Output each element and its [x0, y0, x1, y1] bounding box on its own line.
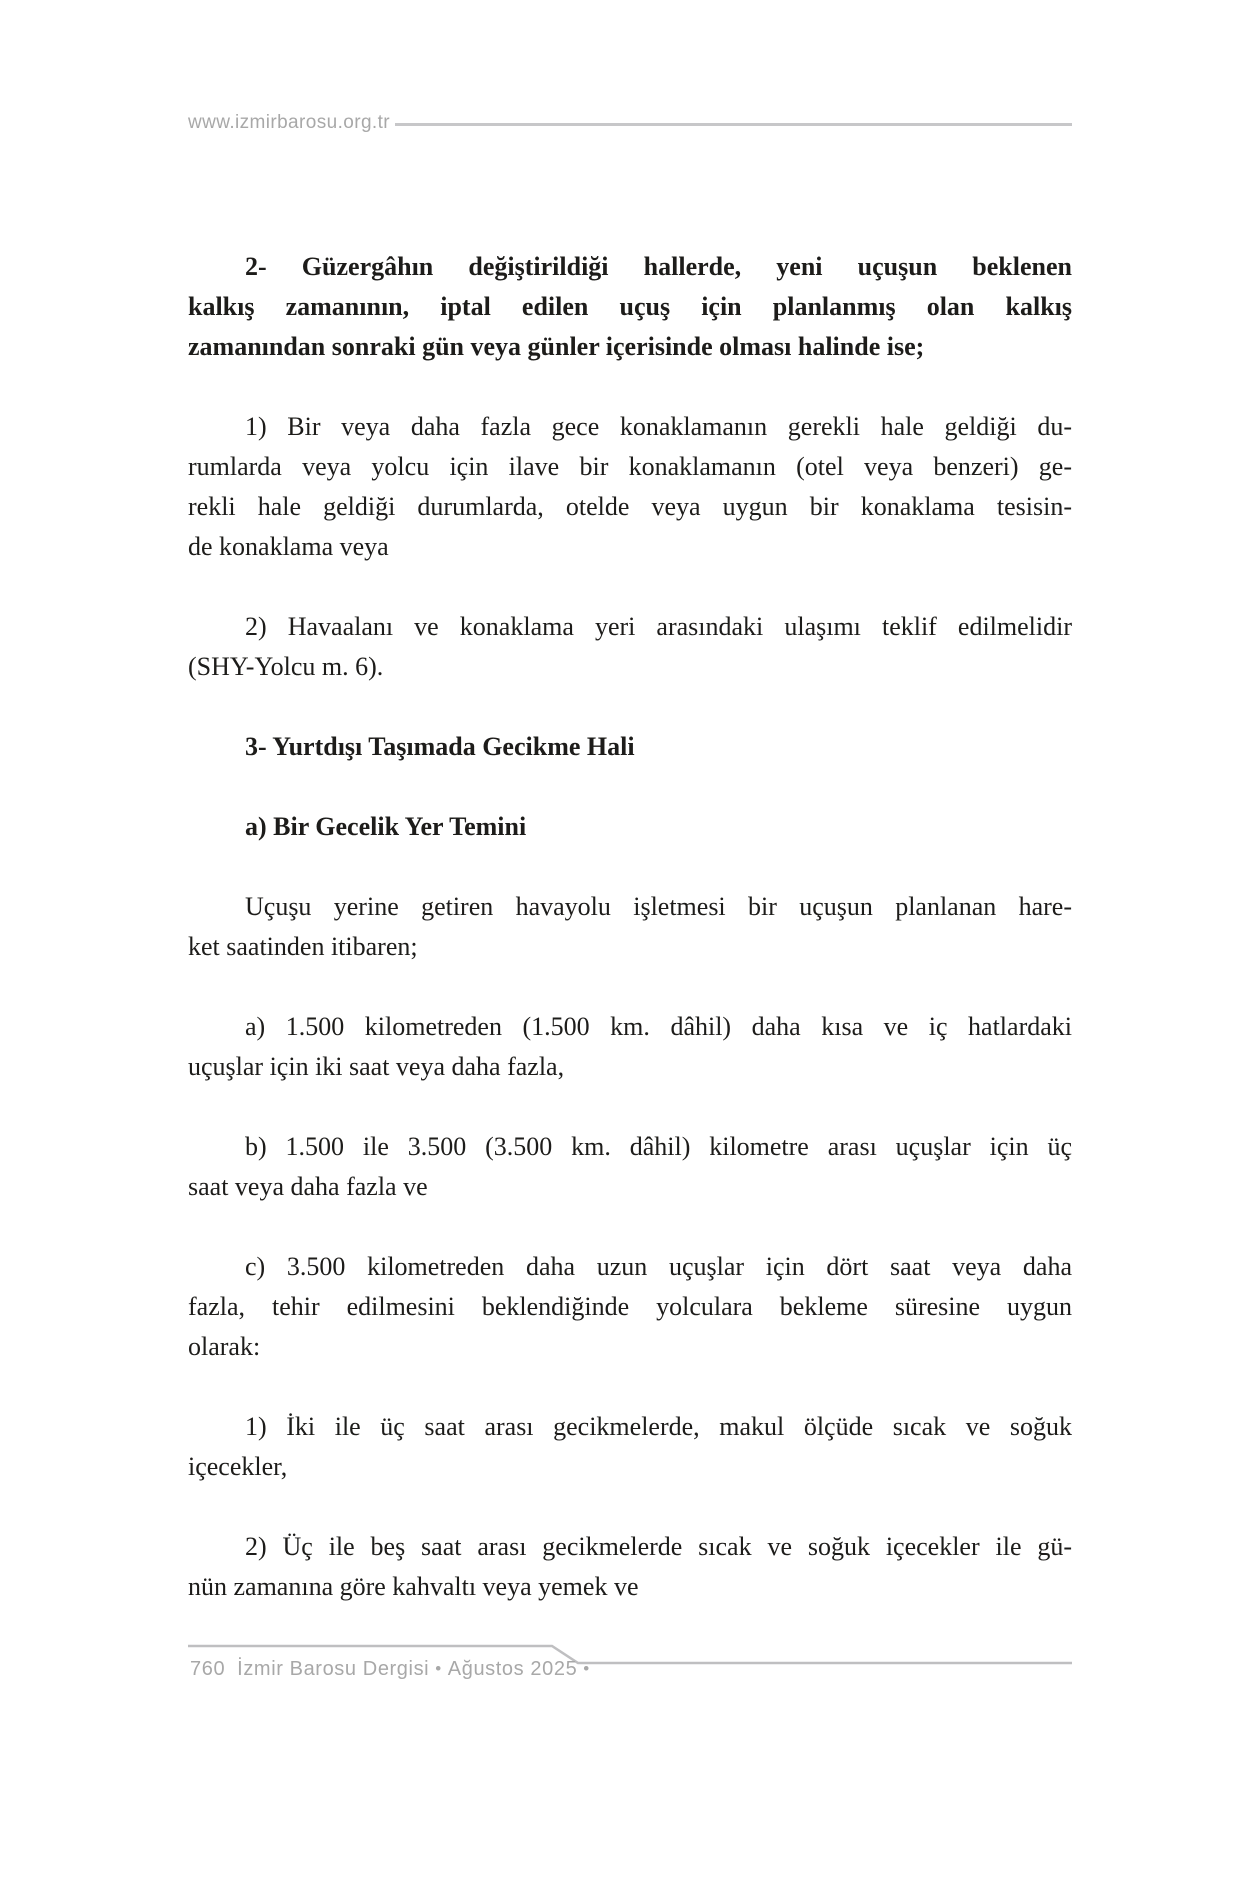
- document-body: [188, 247, 1072, 1647]
- paragraph: [188, 407, 1072, 567]
- section-heading: [188, 807, 1072, 847]
- page-footer: [190, 1658, 596, 1680]
- page-header: [188, 112, 1072, 134]
- paragraph: [188, 1247, 1072, 1367]
- text-line: rumlarda veya yolcu için ilave bir konaklamanın (otel veya benzeri) ge-: [188, 452, 1072, 481]
- paragraph: [188, 1407, 1072, 1487]
- header-website-url: www.izmirbarosu.org.tr: [188, 112, 391, 133]
- text-line: rekli hale geldiği durumlarda, otelde veya uygun bir konaklama tesisin-: [188, 492, 1072, 521]
- header-rule: [395, 123, 1072, 126]
- text-line: 2- Güzergâhın değiştirildiği hallerde, yeni uçuşun beklenen: [245, 252, 1072, 281]
- paragraph: [188, 1007, 1072, 1087]
- text-line: içecekler,: [188, 1452, 288, 1481]
- text-line: nün zamanına göre kahvaltı veya yemek ve: [188, 1572, 639, 1601]
- footer-bullet-separator: •: [435, 1659, 442, 1678]
- text-line: ket saatinden itibaren;: [188, 932, 418, 961]
- text-line: c) 3.500 kilometreden daha uzun uçuşlar için dört saat veya daha: [245, 1252, 1072, 1281]
- footer-issue-date: Ağustos 2025: [447, 1658, 578, 1680]
- footer-page-number: 760: [190, 1658, 226, 1680]
- text-line: 1) İki ile üç saat arası gecikmelerde, makul ölçüde sıcak ve soğuk: [245, 1412, 1072, 1441]
- paragraph: [188, 1527, 1072, 1607]
- paragraph: [188, 887, 1072, 967]
- text-line: saat veya daha fazla ve: [188, 1172, 428, 1201]
- text-line: fazla, tehir edilmesini beklendiğinde yolculara bekleme süresine uygun: [188, 1292, 1072, 1321]
- text-line: uçuşlar için iki saat veya daha fazla,: [188, 1052, 565, 1081]
- section-heading: [188, 727, 1072, 767]
- text-line: 3- Yurtdışı Taşımada Gecikme Hali: [245, 732, 635, 761]
- text-line: (SHY-Yolcu m. 6).: [188, 652, 384, 681]
- text-line: 1) Bir veya daha fazla gece konaklamanın gerekli hale geldiği du-: [245, 412, 1072, 441]
- footer-trailing-bullet: •: [583, 1659, 590, 1678]
- text-line: kalkış zamanının, iptal edilen uçuş için planlanmış olan kalkış: [188, 292, 1072, 321]
- text-line: a) Bir Gecelik Yer Temini: [245, 812, 527, 841]
- text-line: b) 1.500 ile 3.500 (3.500 km. dâhil) kilometre arası uçuşlar için üç: [245, 1132, 1072, 1161]
- paragraph: [188, 607, 1072, 687]
- footer-journal-title: İzmir Barosu Dergisi: [237, 1658, 430, 1680]
- text-line: 2) Havaalanı ve konaklama yeri arasındaki ulaşımı teklif edilmelidir: [245, 612, 1072, 641]
- text-line: zamanından sonraki gün veya günler içerisinde olması halinde ise;: [188, 332, 925, 361]
- text-line: a) 1.500 kilometreden (1.500 km. dâhil) daha kısa ve iç hatlardaki: [245, 1012, 1072, 1041]
- text-line: olarak:: [188, 1332, 261, 1361]
- text-line: 2) Üç ile beş saat arası gecikmelerde sıcak ve soğuk içecekler ile gü-: [245, 1532, 1072, 1561]
- text-line: Uçuşu yerine getiren havayolu işletmesi bir uçuşun planlanan hare-: [245, 892, 1072, 921]
- paragraph: [188, 1127, 1072, 1207]
- paragraph: [188, 247, 1072, 367]
- text-line: de konaklama veya: [188, 532, 389, 561]
